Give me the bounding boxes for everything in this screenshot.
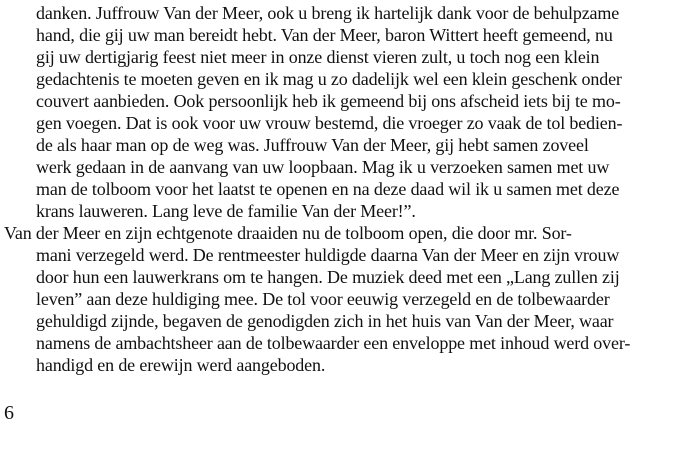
text-line: gij uw dertigjarig feest niet meer in onze dienst vieren zult, u toch nog een klein	[36, 47, 600, 67]
text-line: couvert aanbieden. Ook persoonlijk heb ik gemeend bij ons afscheid iets bij te mo-	[36, 91, 621, 111]
page-number: 6	[4, 402, 14, 424]
text-line: gedachtenis te moeten geven en ik mag u zo dadelijk wel een klein geschenk onder	[36, 69, 622, 89]
text-line: leven” aan deze huldiging mee. De tol voor eeuwig verzegeld en de tolbewaarder	[36, 289, 610, 309]
text-line: door hun een lauwerkrans om te hangen. De muziek deed met een „Lang zullen zij	[36, 267, 620, 287]
text-line: de als haar man op de weg was. Juffrouw Van der Meer, gij hebt samen zoveel	[36, 135, 589, 155]
text-line: handigd en de erewijn werd aangeboden.	[36, 355, 326, 375]
text-line: gehuldigd zijnde, begaven de genodigden zich in het huis van Van der Meer, waar	[36, 311, 614, 331]
text-line: danken. Juffrouw Van der Meer, ook u breng ik hartelijk dank voor de behulpzame	[36, 3, 620, 23]
text-line: gen voegen. Dat is ook voor uw vrouw bestemd, die vroeger zo vaak de tol bedien-	[36, 113, 623, 133]
text-line: Van der Meer en zijn echtgenote draaiden nu de tolboom open, die door mr. Sor-	[4, 223, 572, 243]
text-line: hand, die gij uw man bereidt hebt. Van der Meer, baron Wittert heeft gemeend, nu	[36, 25, 613, 45]
text-line: namens de ambachtsheer aan de tolbewaarder een enveloppe met inhoud werd over-	[36, 333, 631, 353]
text-line: krans lauweren. Lang leve de familie Van der Meer!”.	[36, 201, 416, 221]
text-line: werk gedaan in de aanvang van uw loopbaan. Mag ik u verzoeken samen met uw	[36, 157, 610, 177]
text-line: mani verzegeld werd. De rentmeester huldigde daarna Van der Meer en zijn vrouw	[36, 245, 620, 265]
text-line: man de tolboom voor het laatst te openen en na deze daad wil ik u samen met deze	[36, 179, 620, 199]
